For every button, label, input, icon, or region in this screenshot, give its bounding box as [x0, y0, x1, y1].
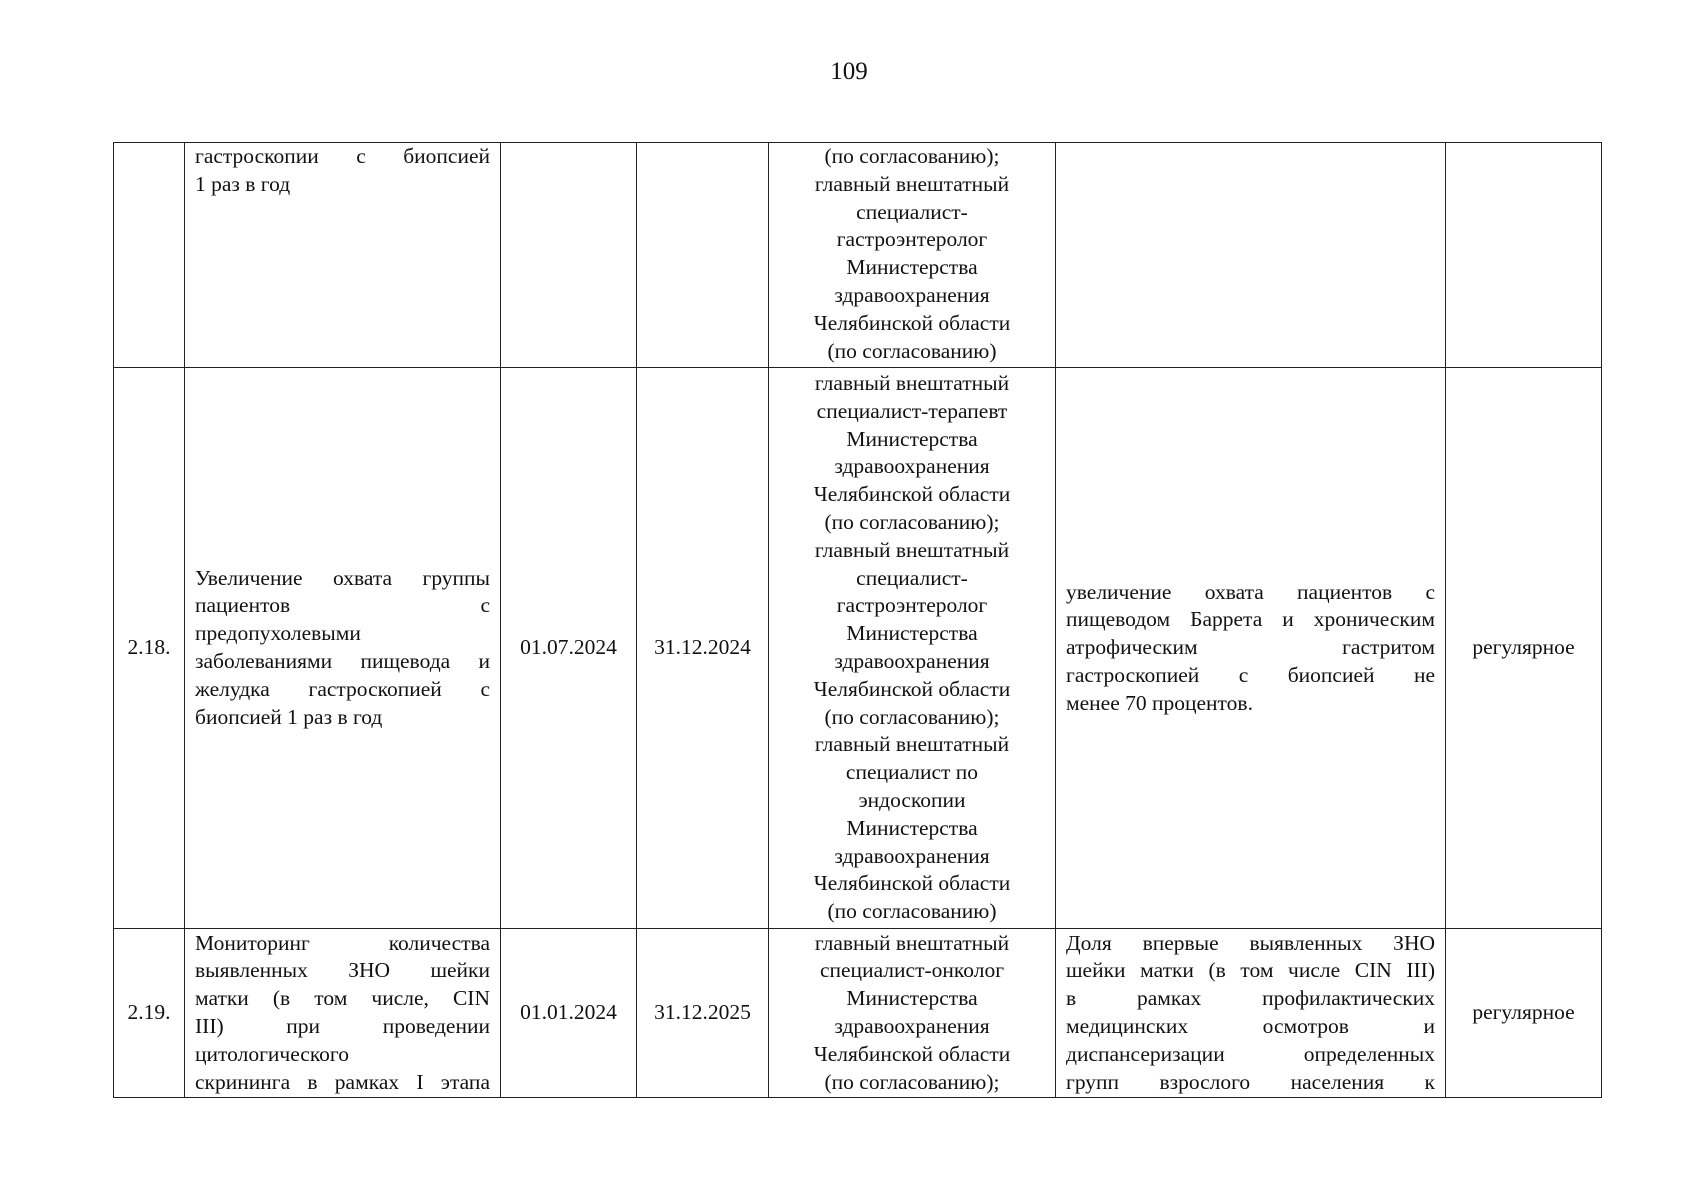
row-number-cell: 2.19.	[114, 929, 185, 1098]
responsible-line: специалист-онколог	[819, 958, 1005, 983]
responsible-line: гастроэнтеролог	[836, 593, 988, 618]
page-number: 109	[830, 58, 868, 85]
responsible-line: Челябинской области	[813, 871, 1011, 896]
responsible-line: здравоохранения	[834, 843, 990, 868]
responsible-line: главный внештатный	[814, 371, 1010, 396]
result-line: увеличение охвата пациентов с	[1066, 579, 1435, 604]
measure-name-line: III) при проведении	[195, 1014, 490, 1038]
start-date-cell	[501, 143, 637, 368]
end-date-cell: 31.12.2024	[637, 368, 769, 929]
result-line: в рамках профилактических	[1066, 986, 1435, 1011]
measure-name-line: скрининга в рамках I этапа	[195, 1069, 490, 1094]
row-number-cell: 2.18.	[114, 368, 185, 929]
measure-name-line: гастроскопии с биопсией	[195, 144, 490, 168]
responsible-line: Челябинской области	[813, 1041, 1011, 1066]
measure-name-line: желудка гастроскопией с	[195, 676, 490, 701]
responsible-cell	[769, 143, 1056, 368]
measure-name-line: заболеваниями пищевода и	[195, 649, 490, 673]
result-line: пищеводом Баррета и хроническим	[1066, 607, 1435, 632]
responsible-line: Министерства	[846, 426, 978, 451]
result-cell	[1056, 143, 1446, 368]
responsible-line: (по согласованию);	[824, 510, 1000, 535]
responsible-line: эндоскопии	[858, 787, 966, 812]
responsible-line: Челябинской области	[813, 676, 1011, 701]
responsible-line: главный внештатный	[814, 537, 1010, 562]
type-cell: регулярное	[1446, 929, 1602, 1098]
start-date-cell: 01.07.2024	[501, 368, 637, 929]
measure-name-cell	[185, 143, 501, 368]
result-cell	[1056, 368, 1446, 929]
end-date-cell: 31.12.2025	[637, 929, 769, 1098]
result-line: медицинских осмотров и	[1066, 1014, 1435, 1038]
responsible-line: Министерства	[846, 815, 978, 840]
responsible-cell	[769, 929, 1056, 1098]
responsible-line: Челябинской области	[813, 482, 1011, 507]
responsible-line: (по согласованию);	[824, 144, 1000, 168]
plan-table	[113, 142, 1602, 1098]
responsible-line: (по согласованию)	[827, 899, 997, 924]
type-cell: регулярное	[1446, 368, 1602, 929]
measure-name-line: пациентов с	[195, 593, 490, 618]
responsible-line: здравоохранения	[834, 649, 990, 673]
responsible-line: Министерства	[846, 255, 978, 280]
responsible-line: специалист-	[856, 565, 968, 590]
measure-name-line: выявленных ЗНО шейки	[195, 958, 490, 983]
responsible-line: Челябинской области	[813, 310, 1011, 335]
measure-name-line: цитологического	[195, 1041, 349, 1066]
table-row	[114, 143, 1602, 368]
responsible-line: гастроэнтеролог	[836, 227, 988, 252]
responsible-line: главный внештатный	[814, 171, 1010, 196]
measure-name-line: 1 раз в год	[195, 171, 291, 196]
result-line: групп взрослого населения к	[1066, 1069, 1435, 1094]
type-cell	[1446, 143, 1602, 368]
measure-name-cell	[185, 929, 501, 1098]
measure-name-line: биопсией 1 раз в год	[195, 704, 383, 729]
responsible-line: специалист-	[856, 199, 968, 224]
result-line: шейки матки (в том числе CIN III)	[1066, 958, 1435, 983]
responsible-cell	[769, 368, 1056, 929]
responsible-line: специалист по	[845, 760, 979, 785]
responsible-line: Министерства	[846, 621, 978, 646]
result-line: гастроскопией с биопсией не	[1066, 662, 1435, 687]
responsible-line: Министерства	[846, 986, 978, 1011]
responsible-line: здравоохранения	[834, 454, 990, 479]
responsible-line: здравоохранения	[834, 282, 990, 307]
result-line: атрофическим гастритом	[1066, 635, 1435, 660]
responsible-line: (по согласованию)	[827, 338, 997, 363]
result-cell	[1056, 929, 1446, 1098]
table-row	[114, 368, 1602, 929]
result-line: менее 70 процентов.	[1066, 690, 1253, 715]
responsible-line: специалист-терапевт	[816, 398, 1008, 423]
responsible-line: главный внештатный	[814, 732, 1010, 757]
responsible-line: здравоохранения	[834, 1014, 990, 1038]
result-line: диспансеризации определенных	[1066, 1041, 1435, 1066]
measure-name-line: Мониторинг количества	[195, 930, 490, 955]
responsible-line: (по согласованию);	[824, 704, 1000, 729]
end-date-cell	[637, 143, 769, 368]
measure-name-cell	[185, 368, 501, 929]
table-row	[114, 929, 1602, 1098]
responsible-line: (по согласованию);	[824, 1069, 1000, 1094]
responsible-line: главный внештатный	[814, 930, 1010, 955]
measure-name-line: предопухолевыми	[195, 621, 361, 646]
row-number-cell	[114, 143, 185, 368]
measure-name-line: матки (в том числе, CIN	[195, 986, 490, 1011]
start-date-cell: 01.01.2024	[501, 929, 637, 1098]
result-line: Доля впервые выявленных ЗНО	[1066, 930, 1435, 955]
measure-name-line: Увеличение охвата группы	[195, 565, 490, 590]
